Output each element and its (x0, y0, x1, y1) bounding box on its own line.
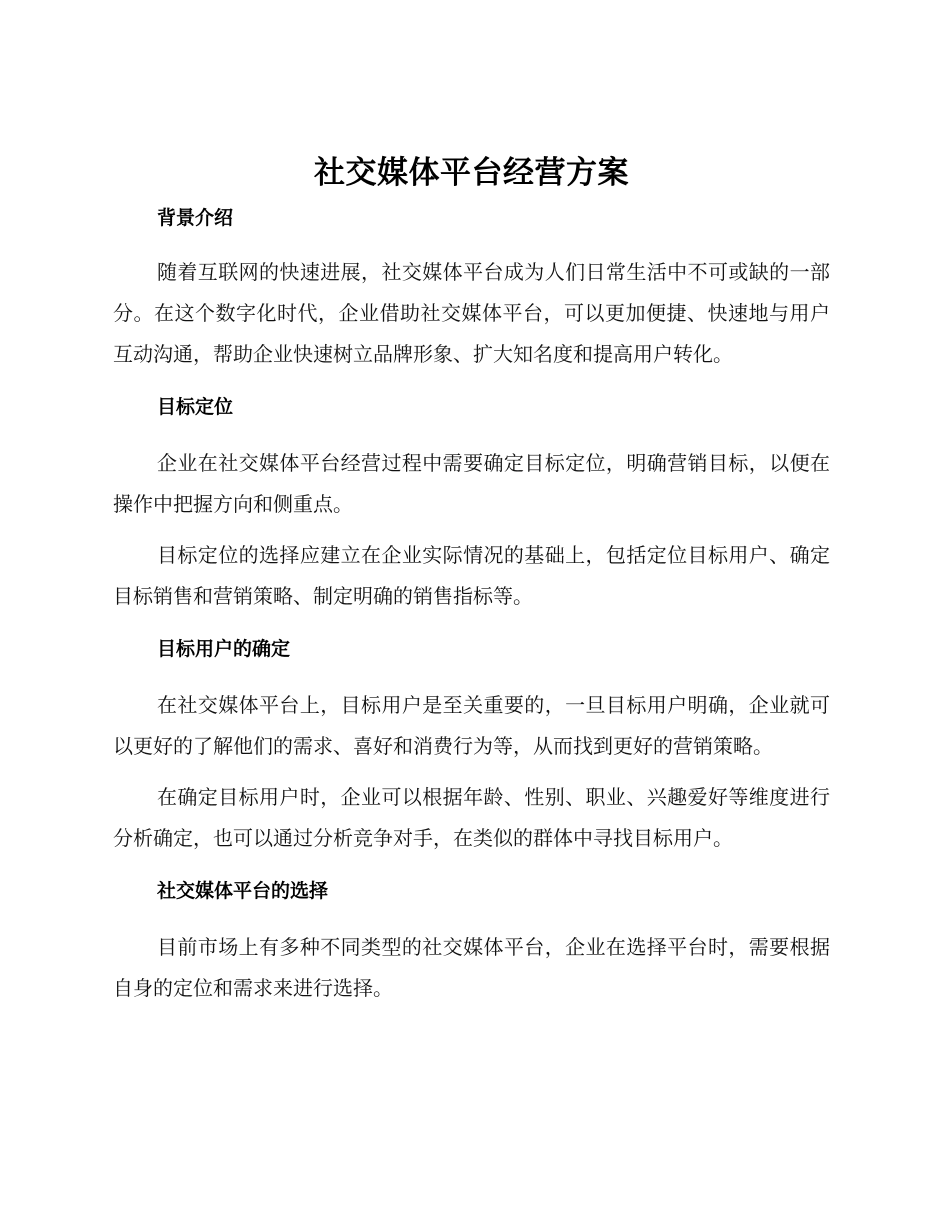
document-title: 社交媒体平台经营方案 (314, 155, 629, 191)
section-heading-target-users: 目标用户的确定 (157, 638, 291, 660)
paragraph-target-users-1: 在社交媒体平台上，目标用户是至关重要的，一旦目标用户明确，企业就可以更好的了解他们的需求、喜好和消费行为等，从而找到更好的营销策略。 (113, 693, 830, 758)
section-heading-target-positioning: 目标定位 (157, 396, 234, 418)
document-page (113, 150, 830, 1009)
paragraph-target-users-2: 在确定目标用户时，企业可以根据年龄、性别、职业、兴趣爱好等维度进行分析确定，也可以通过分析竞争对手，在类似的群体中寻找目标用户。 (113, 785, 830, 850)
paragraph-target-positioning-2: 目标定位的选择应建立在企业实际情况的基础上，包括定位目标用户、确定目标销售和营销策略、制定明确的销售指标等。 (113, 543, 830, 608)
section-heading-background: 背景介绍 (157, 207, 234, 229)
paragraph-platform-selection-1: 目前市场上有多种不同类型的社交媒体平台，企业在选择平台时，需要根据自身的定位和需求来进行选择。 (113, 935, 830, 1000)
paragraph-background-1: 随着互联网的快速进展，社交媒体平台成为人们日常生活中不可或缺的一部分。在这个数字化时代，企业借助社交媒体平台，可以更加便捷、快速地与用户互动沟通，帮助企业快速树立品牌形象、扩大知名度和提高用户转化。 (113, 260, 830, 366)
paragraph-target-positioning-1: 企业在社交媒体平台经营过程中需要确定目标定位，明确营销目标，以便在操作中把握方向和侧重点。 (113, 451, 830, 516)
section-heading-platform-selection: 社交媒体平台的选择 (157, 880, 329, 902)
